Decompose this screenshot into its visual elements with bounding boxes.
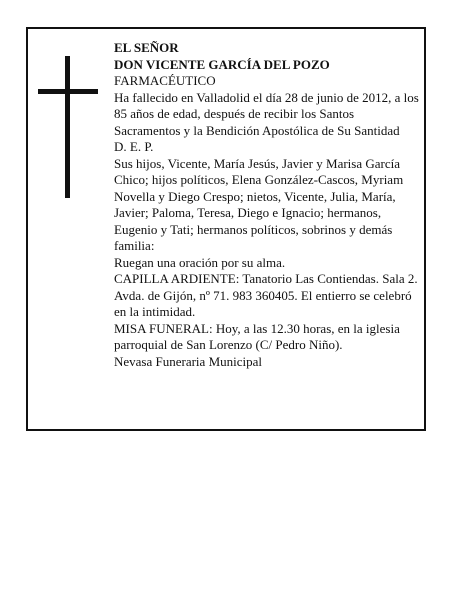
cross-icon <box>38 56 98 198</box>
mass-paragraph: MISA FUNERAL: Hoy, a las 12.30 horas, en la iglesia parroquial de San Lorenzo (C/ Pedro Niño). <box>114 320 400 352</box>
obituary-notice <box>26 27 426 431</box>
cross-horizontal-bar <box>38 89 98 94</box>
chapel-paragraph: CAPILLA ARDIENTE: Tanatorio Las Contiendas. Sala 2. Avda. de Gijón, nº 71. 983 360405. El entierro se celebró en la intimidad. <box>114 271 418 319</box>
obituary-text <box>114 40 420 370</box>
deceased-profession: FARMACÉUTICO <box>114 73 216 88</box>
honorific-line: EL SEÑOR <box>114 40 179 55</box>
death-paragraph: Ha fallecido en Valladolid el día 28 de junio de 2012, a los 85 años de edad, después de recibir los Santos Sacramentos y la Bendición Apostólica de Su Santidad <box>114 89 419 138</box>
rip-line: D. E. P. <box>114 139 154 154</box>
funeral-home: Nevasa Funeraria Municipal <box>114 353 263 369</box>
cross-vertical-bar <box>65 56 70 198</box>
deceased-name: DON VICENTE GARCÍA DEL POZO <box>114 56 330 72</box>
family-paragraph: Sus hijos, Vicente, María Jesús, Javier y Marisa García Chico; hijos políticos, Elena González-Cascos, Myriam Novella y Diego Crespo; nietos, Vicente, Julia, María, Javier; Paloma, Teresa, Diego e Ignacio; hermanos, Eugenio y Tati; hermanos políticos, sobrinos y demás familia: <box>114 155 404 253</box>
prayer-line: Ruegan una oración por su alma. <box>114 254 286 270</box>
